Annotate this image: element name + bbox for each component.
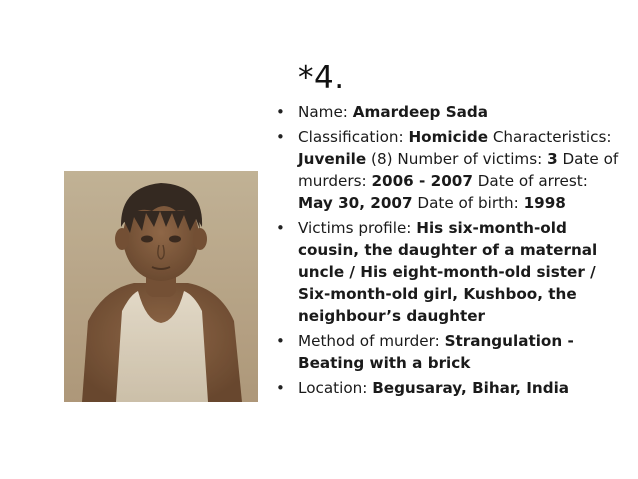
list-item-name bbox=[276, 101, 626, 123]
birth-date-value: 1998 bbox=[523, 194, 566, 212]
location-label: Location: bbox=[298, 379, 373, 397]
characteristics-label: Characteristics: bbox=[488, 128, 612, 146]
victims-count-label: (8) Number of victims: bbox=[366, 150, 548, 168]
birth-date-label: Date of birth: bbox=[412, 194, 524, 212]
name-label: Name: bbox=[298, 103, 353, 121]
list-item-method bbox=[276, 330, 626, 374]
location-value: Begusaray, Bihar, India bbox=[372, 379, 570, 397]
classification-value: Homicide bbox=[408, 128, 488, 146]
arrest-date-label: Date of arrest: bbox=[472, 172, 588, 190]
murder-dates-value: 2006 - 2007 bbox=[371, 172, 473, 190]
characteristics-value: Juvenile bbox=[298, 150, 367, 168]
arrest-date-value: May 30, 2007 bbox=[298, 194, 413, 212]
name-value: Amardeep Sada bbox=[352, 103, 489, 121]
method-label: Method of murder: bbox=[298, 332, 445, 350]
portrait-illustration bbox=[64, 171, 258, 402]
portrait-photo bbox=[64, 171, 258, 402]
method-value: Strangulation - Beating with a brick bbox=[298, 332, 574, 372]
slide-title: *4. bbox=[298, 60, 345, 96]
murder-dates-label: Date of murders: bbox=[298, 150, 619, 190]
classification-label: Classification: bbox=[298, 128, 409, 146]
list-item-classification bbox=[276, 126, 626, 214]
details-list bbox=[276, 101, 626, 402]
list-item-victims-profile bbox=[276, 217, 626, 327]
list-item-location bbox=[276, 377, 626, 399]
victims-count-value: 3 bbox=[547, 150, 558, 168]
victims-profile-value: His six-month-old cousin, the daughter of a maternal uncle / His eight-month-old sister / Six-month-old girl, Kushboo, the neighbour’s daughter bbox=[298, 219, 598, 325]
victims-profile-label: Victims profile: bbox=[298, 219, 417, 237]
